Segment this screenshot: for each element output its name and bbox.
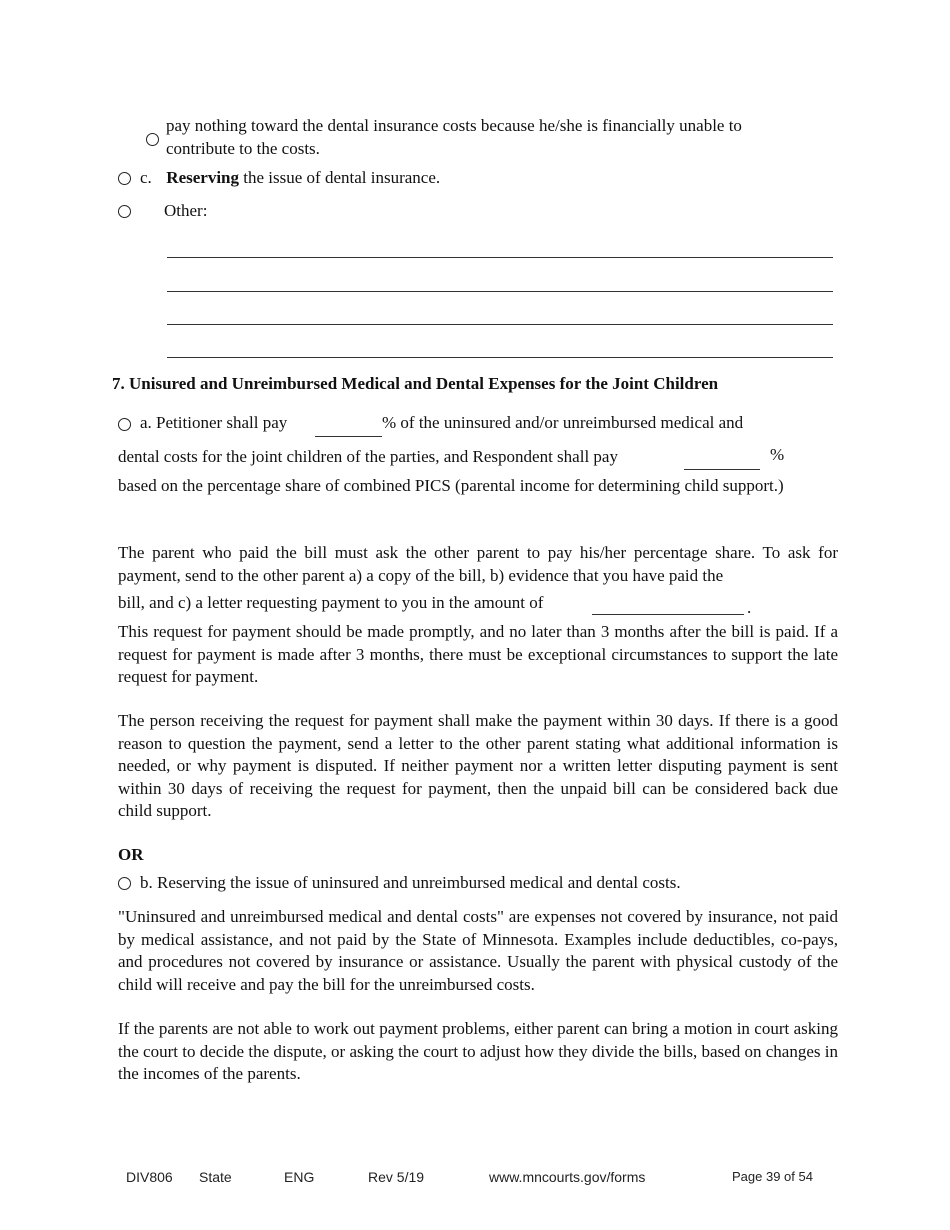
respondent-percent-field[interactable] bbox=[684, 469, 760, 470]
payment-amount-field[interactable] bbox=[592, 614, 744, 615]
reserving-costs-label: b. Reserving the issue of uninsured and unreimbursed medical and dental costs. bbox=[140, 873, 681, 892]
footer-url[interactable]: www.mncourts.gov/forms bbox=[489, 1169, 646, 1185]
footer-form-id: DIV806 bbox=[126, 1169, 173, 1185]
footer-state: State bbox=[199, 1169, 232, 1185]
petitioner-percent-field[interactable] bbox=[315, 436, 382, 437]
pay-nothing-radio[interactable] bbox=[146, 133, 159, 146]
motion-paragraph: If the parents are not able to work out payment problems, either parent can bring a motion in court asking the court to decide the dispute, or asking the court to adjust how they divide the bills, based on changes in the incomes of the parents. bbox=[118, 1019, 838, 1083]
petitioner-pay-label: a. Petitioner shall pay bbox=[140, 413, 288, 432]
reserving-costs-radio[interactable] bbox=[118, 877, 131, 890]
respondent-pay-text: dental costs for the joint children of the parties, and Respondent shall pay bbox=[118, 447, 618, 466]
other-line-2[interactable] bbox=[167, 291, 833, 292]
reserving-dental-radio[interactable] bbox=[118, 172, 131, 185]
definition-paragraph: "Uninsured and unreimbursed medical and dental costs" are expenses not covered by insurance, not paid by medical assistance, and not paid by the State of Minnesota. Examples include deductibles, co-pays, and procedures not covered by insurance or assistance. Usually the parent with physical custody of the child will receive and pay the bill for the unreimbursed costs. bbox=[118, 907, 838, 994]
other-line-4[interactable] bbox=[167, 357, 833, 358]
petitioner-pay-suffix: % of the uninsured and/or unreimbursed medical and bbox=[382, 413, 744, 432]
other-radio[interactable] bbox=[118, 205, 131, 218]
payment-request-paragraph: The parent who paid the bill must ask the other parent to pay his/her percentage share. To ask for payment, send to the other parent a) a copy of the bill, b) evidence that you have paid the bbox=[118, 543, 838, 585]
receiving-request-paragraph: The person receiving the request for payment shall make the payment within 30 days. If there is a good reason to question the payment, send a letter to the other parent stating what additional information is needed, or why payment is disputed. If neither payment nor a written letter disputing payment is sent within 30 days of receiving the request for payment, then the unpaid bill can be considered back due child support. bbox=[118, 711, 838, 820]
respondent-percent-sign: % bbox=[770, 445, 785, 464]
footer-page-number: Page 39 of 54 bbox=[732, 1169, 813, 1184]
payment-amount-text: bill, and c) a letter requesting payment to you in the amount of bbox=[118, 593, 544, 612]
or-label: OR bbox=[118, 845, 144, 864]
section-7-heading: 7. Unisured and Unreimbursed Medical and Dental Expenses for the Joint Children bbox=[112, 374, 719, 393]
other-label: Other: bbox=[164, 201, 208, 220]
other-line-3[interactable] bbox=[167, 324, 833, 325]
request-timing-paragraph: This request for payment should be made promptly, and no later than 3 months after the bill is paid. If a request for payment is made after 3 months, there must be exceptional circumstances to support the late request for payment. bbox=[118, 622, 838, 686]
reserving-dental-label: c. Reserving the issue of dental insurance. bbox=[140, 168, 441, 187]
pics-basis-text: based on the percentage share of combined PICS (parental income for determining child support.) bbox=[118, 476, 784, 495]
payment-amount-period: . bbox=[747, 598, 752, 617]
other-line-1[interactable] bbox=[167, 257, 833, 258]
footer-revision: Rev 5/19 bbox=[368, 1169, 425, 1185]
petitioner-pay-radio[interactable] bbox=[118, 418, 131, 431]
pay-nothing-text: pay nothing toward the dental insurance costs because he/she is financially unable to contribute to the costs. bbox=[166, 116, 742, 158]
footer-language: ENG bbox=[284, 1169, 315, 1185]
